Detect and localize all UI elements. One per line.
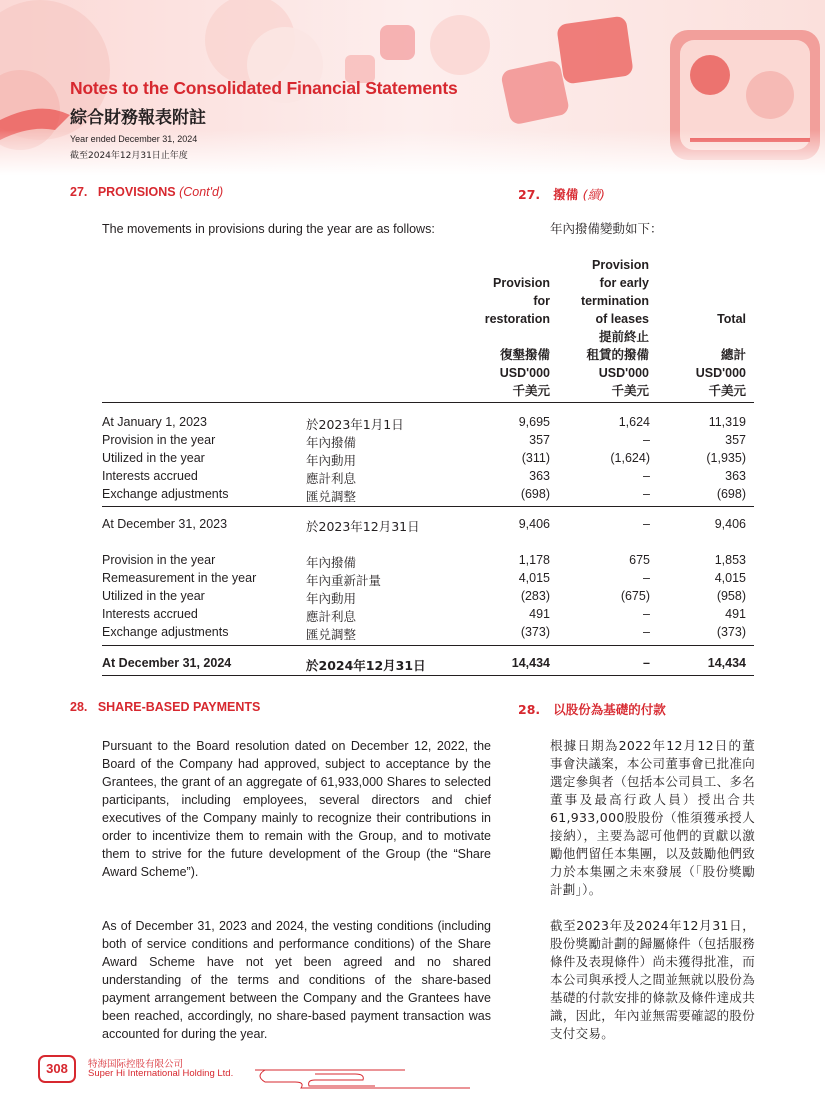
row-label-zh: 匯兑調整 <box>306 489 357 504</box>
header-period-en: Year ended December 31, 2024 <box>70 134 198 144</box>
row-label-en: At December 31, 2024 <box>102 656 232 670</box>
section-28-paragraph-2-zh: 截至2023年及2024年12月31日，股份獎勵計劃的歸屬條件（包括服務條件及表現條件）尚未獲得批准，而本公司與承授人之間並無就以股份為基礎的付款安排的條款及條件達成共識，因此，年內並無需要確認的股份支付交易。 <box>550 918 755 1041</box>
row-value-total: 4,015 <box>714 571 746 585</box>
page-header <box>70 78 458 161</box>
table-row <box>102 451 754 469</box>
row-label-zh: 匯兑調整 <box>306 627 357 642</box>
table-rule-subtotal-2023 <box>102 506 754 507</box>
row-value-early-termination: 675 <box>629 553 650 567</box>
col-header-total <box>696 310 746 400</box>
table-row <box>102 571 754 589</box>
section-27-heading-en <box>70 185 223 199</box>
header-title-zh: 綜合財務報表附註 <box>70 108 206 128</box>
section-27-title: PROVISIONS <box>97 185 176 199</box>
col-header-early-termination <box>581 256 649 400</box>
table-row <box>102 517 754 535</box>
section-28-paragraph-1-zh: 根據日期為2022年12月12日的董事會決議案，本公司董事會已批准向選定參與者（包括本公司員工、多名董事及最高行政人員）授出合共61,933,000股股份（惟須獲承授人接納），主要為認可他們的貢獻以激勵他們留任本集團，以及鼓勵他們致力於本集團之未來發展（「股份獎勵計劃」）。 <box>550 738 755 897</box>
row-label-zh: 年內撥備 <box>306 435 357 450</box>
row-value-restoration: 491 <box>529 607 550 621</box>
col1-line2: for <box>533 294 550 308</box>
company-name-zh: 特海国际控股有限公司 <box>88 1059 184 1070</box>
col2-zh1: 提前終止 <box>598 329 649 344</box>
row-label-en: At January 1, 2023 <box>102 415 207 429</box>
row-label-zh: 於2024年12月31日 <box>306 658 426 673</box>
section-27-intro-zh: 年內撥備變動如下： <box>550 221 663 236</box>
section-28-number: 28. <box>70 700 88 714</box>
company-name-en: Super Hi International Holding Ltd. <box>88 1068 234 1079</box>
row-value-early-termination: (675) <box>620 589 650 603</box>
row-label-en: At December 31, 2023 <box>102 517 228 531</box>
row-value-restoration: 363 <box>529 469 550 483</box>
col-header-restoration <box>485 274 550 400</box>
row-value-total: 14,434 <box>707 656 746 670</box>
row-label-zh: 應計利息 <box>306 471 357 486</box>
row-label-en: Interests accrued <box>102 469 198 483</box>
table-row-total-2024 <box>102 656 754 674</box>
section-27-title-zh: 撥備 <box>553 187 579 202</box>
section-28-heading-zh <box>518 700 666 718</box>
row-value-restoration: (373) <box>520 625 550 639</box>
row-value-early-termination: – <box>643 571 650 585</box>
row-value-restoration: (698) <box>520 487 550 501</box>
row-label-en: Interests accrued <box>102 607 198 621</box>
row-label-en: Exchange adjustments <box>102 625 229 639</box>
section-28-title-zh: 以股份為基礎的付款 <box>553 702 666 717</box>
row-label-zh: 於2023年1月1日 <box>306 417 404 432</box>
row-label-en: Remeasurement in the year <box>102 571 257 585</box>
section-27-number-zh: 27. <box>518 187 541 202</box>
col1-line3: restoration <box>484 312 550 326</box>
section-28-paragraph-2-en: As of December 31, 2023 and 2024, the vesting conditions (including both of service conditions and performance conditions) of the Share Award Scheme have not yet been agreed and no shared understanding of the terms and conditions of the share-based payment arrangement between the Company and the Grantees have been reached, accordingly, no share-based payment transaction was accounted for during the year. <box>102 919 491 1041</box>
table-row <box>102 433 754 451</box>
col1-line1: Provision <box>493 276 550 290</box>
row-value-early-termination: – <box>643 656 650 670</box>
row-value-early-termination: 1,624 <box>618 415 650 429</box>
row-value-total: 491 <box>725 607 746 621</box>
row-value-restoration: 9,406 <box>518 517 550 531</box>
table-row <box>102 607 754 625</box>
row-value-total: (1,935) <box>706 451 746 465</box>
row-label-zh: 應計利息 <box>306 609 357 624</box>
row-value-total: 1,853 <box>714 553 746 567</box>
section-27-intro-en: The movements in provisions during the year are as follows: <box>102 222 435 236</box>
section-27-contd-zh: (續) <box>582 187 605 202</box>
row-value-early-termination: – <box>643 517 650 531</box>
col2-line2: for early <box>599 276 649 290</box>
header-period-zh: 截至2024年12月31日止年度 <box>70 151 188 161</box>
row-value-early-termination: – <box>643 433 650 447</box>
col2-line1: Provision <box>592 258 649 272</box>
footer-swirl-decoration <box>255 1062 475 1092</box>
section-28-paragraph-1-en: Pursuant to the Board resolution dated on December 12, 2022, the Board of the Company had approved, subject to acceptance by the Grantees, the grant of an aggregate of 61,933,000 Shares to selected participants, including employees, several directors and chief executives of the Company mainly to recognize their contributions in order to incentivize them to remain with the Group, and to motivate them to strive for the future development of the Group (the “Share Award Scheme”). <box>102 739 491 879</box>
row-value-restoration: (311) <box>521 451 550 465</box>
col3-unit-zh: 千美元 <box>708 383 746 398</box>
row-value-total: (698) <box>716 487 746 501</box>
section-27-contd: (Cont'd) <box>179 185 224 199</box>
table-row <box>102 469 754 487</box>
row-label-zh: 年內重新計量 <box>306 573 382 588</box>
row-label-en: Utilized in the year <box>102 589 205 603</box>
row-label-zh: 年內動用 <box>306 453 357 468</box>
row-value-total: 363 <box>725 469 746 483</box>
row-value-total: 9,406 <box>714 517 746 531</box>
col3-line1: Total <box>717 312 746 326</box>
row-value-restoration: 1,178 <box>518 553 550 567</box>
row-value-total: (373) <box>716 625 746 639</box>
table-row <box>102 553 754 571</box>
header-title-en: Notes to the Consolidated Financial Statements <box>70 78 458 98</box>
row-value-early-termination: – <box>643 469 650 483</box>
row-value-total: 357 <box>725 433 746 447</box>
row-value-early-termination: – <box>643 625 650 639</box>
col1-unit: USD'000 <box>499 366 550 380</box>
col2-unit-zh: 千美元 <box>611 383 649 398</box>
section-27-heading-zh <box>518 185 605 203</box>
row-value-restoration: 357 <box>529 433 550 447</box>
col3-zh: 總計 <box>720 347 746 362</box>
row-value-restoration: (283) <box>520 589 550 603</box>
section-28-heading-en <box>70 700 260 714</box>
row-value-total: 11,319 <box>708 415 746 429</box>
table-row <box>102 415 754 433</box>
col1-zh: 復墾撥備 <box>499 347 550 362</box>
col2-line4: of leases <box>595 312 649 326</box>
row-value-restoration: 4,015 <box>518 571 550 585</box>
row-value-total: (958) <box>716 589 746 603</box>
table-row <box>102 589 754 607</box>
section-28-number-zh: 28. <box>518 702 541 717</box>
row-label-en: Utilized in the year <box>102 451 205 465</box>
row-label-zh: 於2023年12月31日 <box>306 519 420 534</box>
row-value-early-termination: – <box>643 487 650 501</box>
col2-unit: USD'000 <box>598 366 649 380</box>
section-27-number: 27. <box>70 185 88 199</box>
table-row <box>102 487 754 505</box>
row-label-zh: 年內撥備 <box>306 555 357 570</box>
row-value-restoration: 9,695 <box>518 415 550 429</box>
col1-unit-zh: 千美元 <box>512 383 550 398</box>
row-label-en: Provision in the year <box>102 433 216 447</box>
table-row <box>102 625 754 643</box>
row-value-early-termination: (1,624) <box>610 451 650 465</box>
row-value-early-termination: – <box>643 607 650 621</box>
col2-zh2: 租賃的撥備 <box>586 347 649 362</box>
table-rule-subtotal-2024 <box>102 645 754 646</box>
table-rule-bottom <box>102 675 754 676</box>
col2-line3: termination <box>580 294 649 308</box>
row-label-en: Provision in the year <box>102 553 216 567</box>
row-label-zh: 年內動用 <box>306 591 357 606</box>
row-label-en: Exchange adjustments <box>102 487 229 501</box>
table-rule-top <box>102 402 754 403</box>
section-28-title: SHARE-BASED PAYMENTS <box>97 700 261 714</box>
col3-unit: USD'000 <box>695 366 746 380</box>
page-number: 308 <box>38 1055 76 1083</box>
row-value-restoration: 14,434 <box>511 656 550 670</box>
